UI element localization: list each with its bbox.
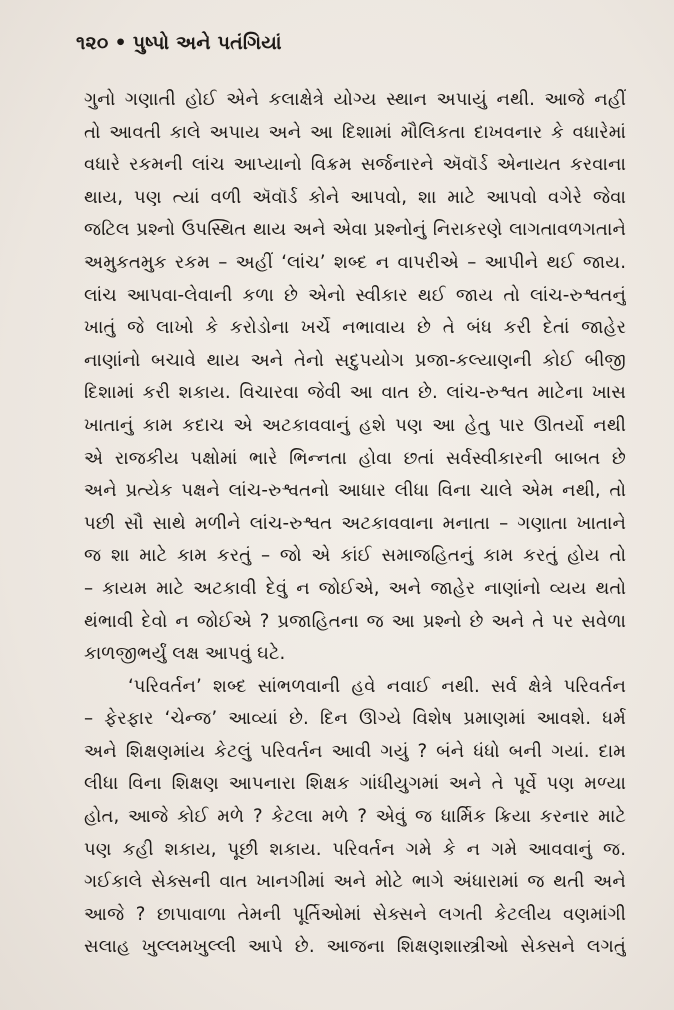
- text-line: વધારે રકમની લાંચ આપ્યાનો વિક્રમ સર્જનારને ઍવૉર્ડ એનાયત કરવાના: [84, 154, 626, 176]
- text-line: – કાયમ માટે અટકાવી દેવું ન જોઈએ, અને જાહેર નાણાંનો વ્યય થતો: [84, 577, 626, 599]
- running-header: [76, 32, 282, 54]
- text-line: લાંચ આપવા-લેવાની કળા છે એનો સ્વીકાર થઈ જાય તો લાંચ-રુશ્વતનું: [84, 284, 626, 306]
- text-line: થાય, પણ ત્યાં વળી ઍવૉર્ડ કોને આપવો, શા માટે આપવો વગેરે જેવા: [84, 186, 626, 208]
- text-line: ગુનો ગણાતી હોઈ એને કલાક્ષેત્રે યોગ્ય સ્થાન અપાયું નથી. આજે નહીં: [84, 89, 626, 110]
- body-text: [84, 84, 626, 964]
- text-line: કાળજીભર્યું લક્ષ આપવું ઘટે.: [84, 643, 286, 665]
- text-line: – ફેરફાર ‘ચેન્જ’ આવ્યાં છે. દિન ઊગ્યે વિશેષ પ્રમાણમાં આવશે. ધર્મ: [84, 708, 626, 730]
- text-line: હોત, આજે કોઈ મળે ? કેટલા મળે ? એવું જ ધાર્મિક ક્રિયા કરનાર માટે: [84, 806, 626, 828]
- text-line: અમુકતમુક રકમ – અહીં ‘લાંચ’ શબ્દ ન વાપરીએ – આપીને થઈ જાય.: [84, 251, 626, 273]
- text-line: સલાહ ખુલ્લમખુલ્લી આપે છે. આજના શિક્ષણશાસ્ત્રીઓ સેક્સને લગતું: [84, 936, 626, 958]
- text-line: તો આવતી કાલે અપાય અને આ દિશામાં મૌલિકતા દાખવનાર કે વધારેમાં: [84, 121, 626, 143]
- text-line: ખાતાનું કામ કદાચ એ અટકાવવાનું હશે પણ આ હેતુ પાર ઊતર્યો નથી: [84, 414, 626, 436]
- book-title: પુષ્પો અને પતંગિયાં: [132, 32, 282, 54]
- text-line: નાણાંનો બચાવે થાય અને તેનો સદુપયોગ પ્રજા-કલ્યાણની કોઈ બીજી: [84, 349, 626, 371]
- text-line: ખાતું જે લાખો કે કરોડોના ખર્ચે નભાવાય છે તે બંધ કરી દેતાં જાહેર: [84, 317, 626, 339]
- text-line: ગઈકાલે સેક્સની વાત ખાનગીમાં અને મોટે ભાગે અંધારામાં જ થતી અને: [84, 871, 626, 893]
- page-number: ૧૨૦: [76, 32, 109, 54]
- text-line: ‘પરિવર્તન’ શબ્દ સાંભળવાની હવે નવાઈ નથી. સર્વ ક્ષેત્રે પરિવર્તન: [128, 675, 626, 697]
- text-line: જટિલ પ્રશ્નો ઉપસ્થિત થાય અને એવા પ્રશ્નોનું નિરાકરણે લાગતાવળગતાને: [84, 219, 626, 241]
- text-line: પછી સૌ સાથે મળીને લાંચ-રુશ્વત અટકાવવાના મનાતા – ગણાતા ખાતાને: [84, 512, 626, 534]
- text-line: જ શા માટે કામ કરતું – જો એ કાંઈ સમાજહિતનું કામ કરતું હોય તો: [84, 545, 626, 567]
- text-line: એ રાજકીય પક્ષોમાં ભારે ભિન્નતા હોવા છતાં સર્વસ્વીકારની બાબત છે: [84, 447, 626, 469]
- text-line: અને પ્રત્યેક પક્ષને લાંચ-રુશ્વતનો આધાર લીધા વિના ચાલે એમ નથી, તો: [84, 480, 626, 502]
- header-bullet: •: [114, 32, 127, 54]
- text-line: લીધા વિના શિક્ષણ આપનારા શિક્ષક ગાંધીયુગમાં અને તે પૂર્વે પણ મળ્યા: [84, 773, 626, 795]
- text-line: પણ કહી શકાય, પૂછી શકાય. પરિવર્તન ગમે કે ન ગમે આવવાનું જ.: [84, 838, 626, 860]
- text-line: થંભાવી દેવો ન જોઈએ ? પ્રજાહિતના જ આ પ્રશ્નો છે અને તે પર સવેળા: [84, 610, 626, 632]
- text-line: આજે ? છાપાવાળા તેમની પૂર્તિઓમાં સેક્સને લગતી કેટલીય વણમાંગી: [84, 903, 626, 925]
- text-line: દિશામાં કરી શકાય. વિચારવા જેવી આ વાત છે. લાંચ-રુશ્વત માટેના ખાસ: [84, 382, 626, 404]
- text-line: અને શિક્ષણમાંય કેટલું પરિવર્તન આવી ગયું ? બંને ધંધો બની ગયાં. દામ: [84, 740, 626, 762]
